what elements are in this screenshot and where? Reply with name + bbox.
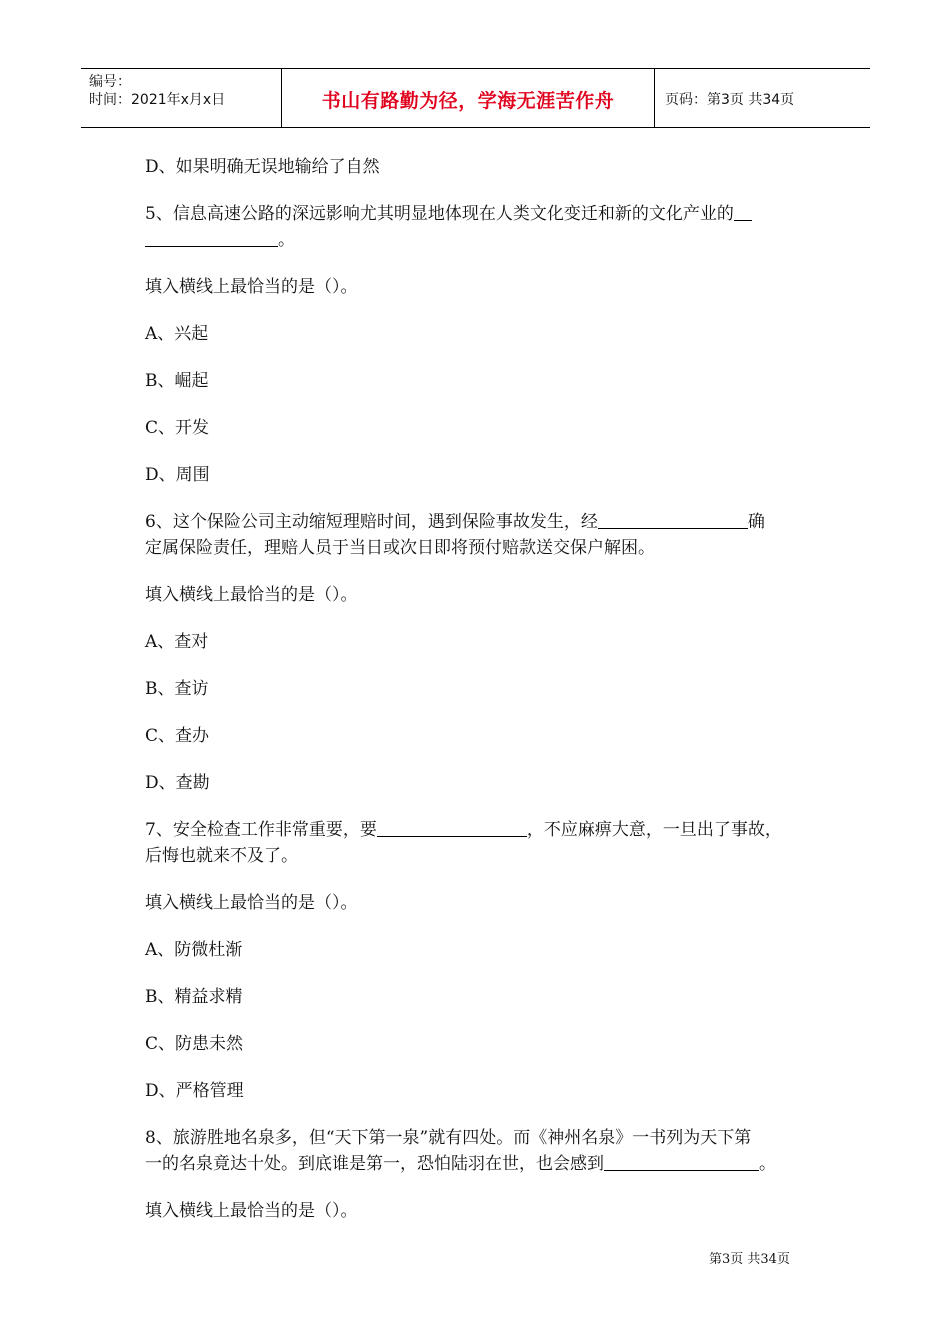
q7-option-c: C、防患未然 — [145, 1034, 244, 1054]
q5-stem-line1 — [145, 201, 752, 227]
q8-stem-line1: 8、旅游胜地名泉多，但“天下第一泉”就有四处。而《神州名泉》一书列为天下第 — [145, 1128, 752, 1148]
q6-stem-end: 确 — [747, 512, 765, 532]
q4-option-d: D、如果明确无误地输给了自然 — [145, 157, 380, 177]
q7-stem-end: ，不应麻痹大意，一旦出了事故， — [526, 820, 782, 840]
header-meta — [81, 69, 281, 127]
q5-option-a: A、兴起 — [145, 324, 209, 344]
q7-option-a: A、防微杜渐 — [145, 940, 243, 960]
q6-stem-line1 — [145, 509, 765, 535]
q7-stem-start: 7、安全检查工作非常重要，要 — [145, 820, 377, 840]
q6-stem-line2: 定属保险责任，理赔人员于当日或次日即将预付赔款送交保户解困。 — [145, 538, 655, 558]
q5-stem-line2 — [145, 227, 295, 253]
q5-option-b: B、崛起 — [145, 371, 209, 391]
header-motto-cell — [281, 69, 655, 127]
q8-prompt: 填入横线上最恰当的是（）。 — [145, 1201, 358, 1221]
q6-option-a: A、查对 — [145, 632, 209, 652]
time-label: 时间：2021年x月x日 — [89, 92, 226, 108]
page-footer: 第3页 共34页 — [709, 1252, 790, 1267]
q6-option-b: B、查访 — [145, 679, 209, 699]
page-header — [81, 68, 870, 128]
q5-option-c: C、开发 — [145, 418, 210, 438]
q7-option-d: D、严格管理 — [145, 1081, 244, 1101]
q7-blank — [377, 818, 527, 837]
q7-option-b: B、精益求精 — [145, 987, 243, 1007]
q6-blank — [598, 510, 748, 529]
q5-option-d: D、周围 — [145, 465, 210, 485]
q6-option-d: D、查勘 — [145, 773, 210, 793]
q5-blank — [145, 228, 278, 247]
q8-blank — [604, 1152, 759, 1171]
q7-stem-line2: 后悔也就来不及了。 — [145, 846, 298, 866]
q7-prompt: 填入横线上最恰当的是（）。 — [145, 893, 358, 913]
page-label: 页码：第3页 共34页 — [665, 92, 795, 108]
q6-prompt: 填入横线上最恰当的是（）。 — [145, 585, 358, 605]
q5-stem-text: 5、信息高速公路的深远影响尤其明显地体现在人类文化变迁和新的文化产业的 — [145, 204, 734, 224]
q8-stem-line2 — [145, 1151, 776, 1177]
number-label: 编号： — [89, 74, 131, 90]
q5-prompt: 填入横线上最恰当的是（）。 — [145, 277, 358, 297]
q5-blank-start — [734, 202, 752, 221]
q6-stem-start: 6、这个保险公司主动缩短理赔时间，遇到保险事故发生，经 — [145, 512, 598, 532]
header-page-cell — [655, 69, 870, 127]
q5-stem-end: 。 — [278, 230, 295, 250]
q8-stem-start: 一的名泉竟达十处。到底谁是第一，恐怕陆羽在世，也会感到 — [145, 1154, 604, 1174]
q6-option-c: C、查办 — [145, 726, 210, 746]
motto: 书山有路勤为径，学海无涯苦作舟 — [321, 90, 615, 112]
q7-stem-line1 — [145, 817, 782, 843]
q8-stem-end: 。 — [759, 1154, 776, 1174]
